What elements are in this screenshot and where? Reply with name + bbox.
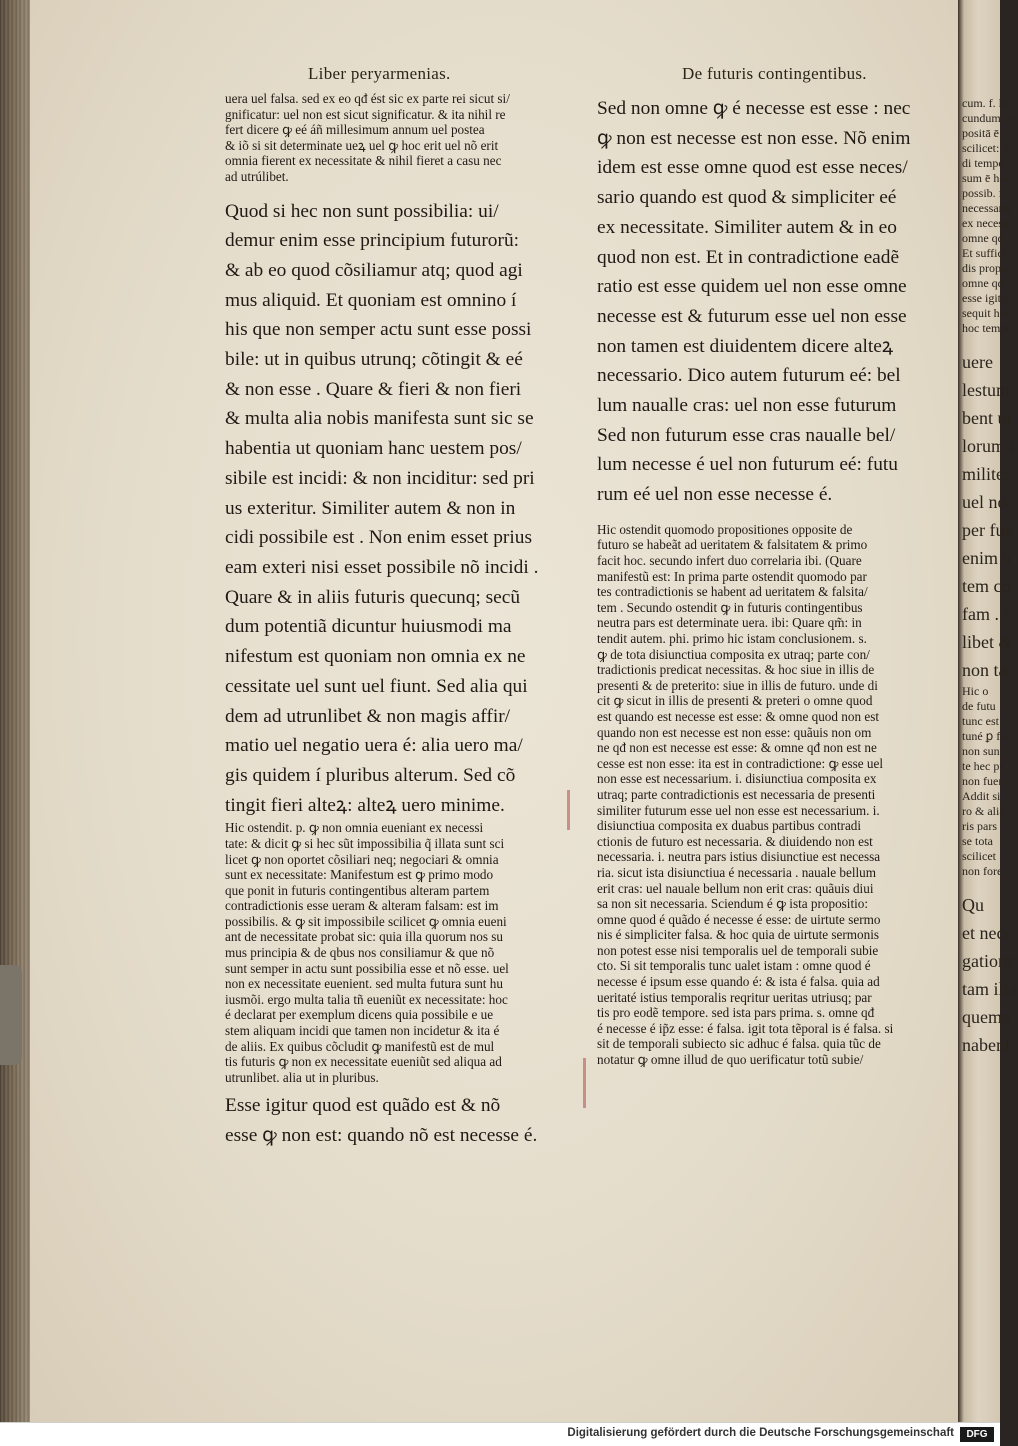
commentary-line: utrunlibet. alia ut in pluribus. (225, 1069, 379, 1085)
commentary-line: necessaria (962, 201, 1012, 215)
text-line: lum necesse é uel non futurum eé: futu (597, 454, 898, 476)
paragraph-gap (962, 879, 1018, 891)
commentary-line: tis pro eodẽ tempore. sed ista pars prima. s. omne qđ (597, 1005, 875, 1021)
commentary-line: manifestũ est: In prima parte ostendit quomodo par (597, 568, 867, 584)
commentary-line: gnificatur: uel non est sicut significatur. & ita nihil re (225, 106, 506, 122)
commentary-line: scilicet: d (962, 141, 1009, 155)
commentary-line: non fore. (962, 864, 1006, 878)
text-line: eam exteri nisi esset possibile nõ incidi . (225, 557, 539, 578)
text-line: necessario. Dico autem futurum eé: bel (597, 365, 901, 387)
commentary-line: tes contradictionis se habent ad ueritatem & falsita/ (597, 584, 868, 600)
paragraph-gap (597, 510, 939, 522)
commentary-line: sum ē hoc (962, 171, 1011, 185)
text-line: us exteritur. Similiter autem & non in (225, 497, 516, 519)
commentary-line: possibilis. & ꝙ sit impossibile scilicet ꝙ omnia eueni (225, 913, 507, 929)
commentary-line: non fuer (962, 774, 1003, 788)
footer-bar (0, 1422, 1000, 1446)
commentary-line: facit hoc. secundo infert duo correlaria ibi. (Quare (597, 553, 862, 569)
text-line: ratio est esse quidem uel non esse omne (597, 276, 907, 298)
commentary-line: ueritaté istius temporalis reqritur ueritas utriusq; par (597, 989, 872, 1005)
text-line: et nece (962, 923, 1013, 943)
commentary-line: licet ꝙ non oportet cõsiliari neq; negociari & omnia (225, 851, 499, 867)
commentary-line: dis propo (962, 261, 1007, 275)
commentary-line: de futu (962, 699, 996, 713)
commentary-line: fert dicere ꝙ eé áñ millesimum annum uel postea (225, 122, 485, 138)
paragraph-gap (225, 185, 570, 197)
commentary-line: ctionis de futuro est necessaria. & diuidendo non est (597, 833, 873, 849)
text-line: demur enim esse principium futurorũ: (225, 230, 520, 252)
commentary-line: positā ē (962, 126, 999, 140)
commentary-line: similiter futurum esse uel non esse est necessarium. i. (597, 802, 880, 818)
commentary-line: tate: & dicit ꝙ si hec sũt impossibilia q̃ illata sunt sci (225, 835, 505, 851)
text-line: uere (962, 352, 993, 372)
commentary-line: possib. f. (962, 186, 1006, 200)
commentary-line: ro & alia (962, 804, 1005, 818)
commentary-line: sequit hoc (962, 306, 1011, 320)
commentary-line: contradictionis esse ueram & alteram falsam: est im (225, 898, 499, 914)
running-header-left: Liber peryarmenias. (308, 64, 451, 83)
text-line: nifestum est quoniam non omnia ex ne (225, 646, 526, 668)
commentary-line: Hic ostendit quomodo propositiones opposite de (597, 521, 853, 537)
text-line: non tamen est diuidentem dicere alteꝝ (597, 335, 894, 357)
commentary-line: nis é simpliciter falsa. & hoc quia de uirtute sermonis (597, 927, 879, 943)
commentary-line: sunt ex necessitate: Manifestum est ꝙ primo modo (225, 867, 494, 883)
commentary-line: ria. sicut ista disiunctiua é necessaria . nauale bellum (597, 864, 877, 880)
commentary-line: uera uel falsa. sed ex eo qđ ést sic ex parte rei sicut si/ (225, 91, 510, 106)
text-line: his que non semper actu sunt esse possi (225, 319, 532, 341)
text-line: enim n (962, 548, 1012, 568)
text-line: Quod si hec non sunt possibilia: ui/ (225, 200, 499, 222)
commentary-line: utraq; parte contradictionis est necessaria de presenti (597, 786, 876, 802)
text-line: uel no (962, 492, 1007, 512)
commentary-line: hoc tempo (962, 321, 1013, 335)
commentary-line: sunt semper in actu sunt possibilia esse et nõ esse. uel (225, 960, 509, 976)
text-line: Sed non omne ꝙ é necesse est esse : nec (597, 98, 911, 119)
text-line: tem co (962, 576, 1011, 596)
commentary-line: omne quod é quãdo é necesse é esse: de uirtute sermo (597, 911, 881, 927)
commentary-line: non potest esse nisi temporalis uel de temporali subie (597, 942, 879, 958)
commentary-line: neutra pars est determinate uera. ibi: Quare qm̃: in (597, 615, 862, 631)
text-line: nabent (962, 1035, 1010, 1055)
text-line: lum naualle cras: uel non esse futurum (597, 395, 897, 417)
commentary-line: Et suffici (962, 246, 1007, 260)
commentary-line: cundum m (962, 111, 1013, 125)
commentary-line: disiunctiua composita ex duabus partibus contradi (597, 818, 862, 834)
text-line: ex necessitate. Similiter autem & in eo (597, 216, 897, 238)
commentary-line: non sunt (962, 744, 1004, 758)
text-line: Qu (962, 895, 984, 915)
text-line: dem ad utrunlibet & non magis affir/ (225, 705, 511, 727)
text-line: bile: ut in quibus utrunq; cõtingit & eé (225, 349, 523, 371)
next-page-edge (958, 0, 1018, 1422)
dfg-logo: DFG (960, 1427, 994, 1442)
book-clasp (0, 965, 22, 1065)
text-line: bent ut (962, 408, 1012, 428)
commentary-line: Addit si (962, 789, 1001, 803)
commentary-line: non ex necessitate euenient. sed multa futura sunt hu (225, 976, 503, 992)
text-line: sario quando est quod & simpliciter eé (597, 187, 897, 209)
commentary-line: est quando est necesse est esse: & omne quod non est (597, 708, 880, 724)
rubrication-mark (583, 1058, 586, 1108)
text-line: idem est esse omne quod est esse neces/ (597, 157, 908, 179)
text-line: ꝙ non est necesse est non esse. Nõ enim (597, 127, 911, 149)
commentary-line: necessaria. i. neutra pars istius disiunctiue est necessa (597, 849, 881, 865)
commentary-line: que ponit in futuris contingentibus alteram partem (225, 882, 490, 898)
book-edge (0, 0, 30, 1422)
commentary-line: sit de temporali subiecto sic adhuc é falsa. quia tũc de (597, 1036, 881, 1052)
text-line: tingit fieri alteꝝ: alteꝝ uero minime. (225, 794, 505, 816)
text-line: tam illa (962, 979, 1017, 999)
text-line: matio uel negatio uera é: alia uero ma/ (225, 735, 523, 757)
commentary-line: futuro se habeãt ad ueritatem & falsitatem & primo (597, 537, 868, 553)
text-line: fam . r (962, 604, 1010, 624)
commentary-line: ad utrúlibet. (225, 168, 289, 184)
text-line: libet & (962, 632, 1013, 652)
commentary-line: di tempo (962, 156, 1005, 170)
rubrication-mark (567, 790, 570, 830)
text-line: quema (962, 1007, 1010, 1027)
text-line: gis quidem í pluribus alterum. Sed cõ (225, 764, 516, 786)
commentary-line: & iõ si sit determinate ueꝝ uel ꝙ hoc erit uel nõ erit (225, 137, 499, 153)
commentary-line: cto. Si sit temporalis tunc ualet istam : omne quod é (597, 958, 871, 974)
commentary-line: te hec pr (962, 759, 1004, 773)
text-line: non ta (962, 660, 1007, 680)
commentary-line: ris pars (962, 819, 997, 833)
commentary-line: tem . Secundo ostendit ꝙ in futuris contingentibus (597, 599, 863, 615)
text-line: gatione (962, 951, 1015, 971)
commentary-line: Hic ostendit. p. ꝙ non omnia eueniant ex necessi (225, 820, 484, 836)
commentary-line: tradictionis predicat necessitas. & hoc siue in illis de (597, 662, 875, 678)
commentary-line: presenti & de preterito: siue in illis de futuro. unde di (597, 677, 878, 693)
commentary-line: ne qđ non est necesse est esse: & omne qđ non est ne (597, 740, 877, 756)
text-line: Sed non futurum esse cras naualle bel/ (597, 424, 896, 446)
commentary-line: esse igitu (962, 291, 1007, 305)
commentary-line: non esse est necessarium. i. disiunctiua composita ex (597, 771, 877, 787)
commentary-line: notatur ꝙ omne illud de quo uerificatur totũ subie/ (597, 1052, 864, 1068)
commentary-line: sa non sit necessaria. Sciendum é ꝙ ista propositio: (597, 896, 869, 912)
commentary-line: cesse est non esse: ita est in contradictione: ꝙ esse uel (597, 755, 884, 771)
paragraph-gap (962, 336, 1018, 348)
funding-notice: Digitalisierung gefördert durch die Deutsche Forschungsgemeinschaft (567, 1427, 954, 1439)
text-line: & non esse . Quare & fieri & non fieri (225, 378, 522, 400)
left-text-column (225, 91, 570, 1151)
commentary-line: omnia fierent ex necessitate & nihil fieret a casu nec (225, 153, 502, 169)
commentary-line: Hic o (962, 684, 989, 698)
text-line: necesse est & futurum esse uel non esse (597, 305, 907, 327)
commentary-line: cit ꝙ sicut in illis de presenti & preteri o omne quod (597, 693, 873, 709)
text-line: rum eé uel non esse necesse é. (597, 484, 833, 506)
text-line: dum potentiã dicuntur huiusmodi ma (225, 616, 512, 638)
commentary-line: stem aliquam incidi que tamen non incidetur & ita é (225, 1023, 500, 1039)
commentary-line: omne qd (962, 276, 1004, 290)
commentary-line: é declarat per exemplum dicens quia possibile e ue (225, 1007, 494, 1023)
commentary-line: iusmõi. ergo multa talia tñ eueniũt ex necessitate: hoc (225, 991, 508, 1007)
text-line: Esse igitur quod est quãdo est & nõ (225, 1095, 501, 1117)
commentary-line: de aliis. Ex quibus cõcludit ꝙ manifestũ est de mul (225, 1038, 495, 1054)
commentary-line: ex necess (962, 216, 1008, 230)
text-line: mus aliquid. Et quoniam est omnino í (225, 289, 517, 311)
commentary-line: quando non est necesse est non esse: quãuis non om (597, 724, 872, 740)
commentary-line: tunc est (962, 714, 999, 728)
commentary-line: ant de necessitate probat sic: quia illa quorum nos su (225, 929, 503, 945)
text-line: militer (962, 464, 1010, 484)
text-line: quod non est. Et in contradictione eadẽ (597, 246, 900, 268)
text-line: cidi possibile est . Non enim esset prius (225, 527, 532, 549)
commentary-line: ꝙ de tota disiunctiua composita ex utraq; parte con/ (597, 646, 870, 662)
commentary-line: mus principia & de qbus nos consiliamur & que nõ (225, 945, 495, 961)
running-header-right: De futuris contingentibus. (682, 64, 867, 83)
text-line: per fun (962, 520, 1014, 540)
commentary-line: se tota (962, 834, 993, 848)
text-line: lestum (962, 380, 1010, 400)
commentary-line: cum. f. ly (962, 96, 1008, 110)
commentary-line: scilicet (962, 849, 996, 863)
next-page-text (962, 96, 1018, 1059)
commentary-line: tuné ꝑ fu (962, 729, 1007, 743)
text-line: esse ꝙ non est: quando nõ est necesse é. (225, 1125, 538, 1147)
right-text-column (597, 94, 939, 1068)
text-line: & multa alia nobis manifesta sunt sic se (225, 408, 534, 430)
commentary-line: é necesse é ip̃z esse: é falsa. igit tota tẽporal is é falsa. si (597, 1020, 894, 1036)
commentary-line: tendit autem. phi. primo hic istam conclusionem. s. (597, 631, 867, 646)
text-line: cessitate uel sunt uel fiunt. Sed alia qui (225, 675, 528, 697)
commentary-line: erit cras: uel nauale bellum non erit cras: quãuis diui (597, 880, 874, 896)
text-line: habentia ut quoniam hanc uestem pos/ (225, 438, 522, 460)
text-line: & ab eo quod cõsiliamur atq; quod agi (225, 259, 523, 281)
commentary-line: tis futuris ꝙ non ex necessitate eueniũt sed aliqua ad (225, 1054, 502, 1070)
commentary-line: necesse é ipsum esse quando é: & ista é falsa. quia ad (597, 974, 880, 990)
text-line: sibile est incidi: & non inciditur: sed pri (225, 467, 535, 489)
text-line: lorum c (962, 436, 1018, 456)
commentary-line: omne qd (962, 231, 1004, 245)
text-line: Quare & in aliis futuris quecunq; secũ (225, 586, 521, 608)
